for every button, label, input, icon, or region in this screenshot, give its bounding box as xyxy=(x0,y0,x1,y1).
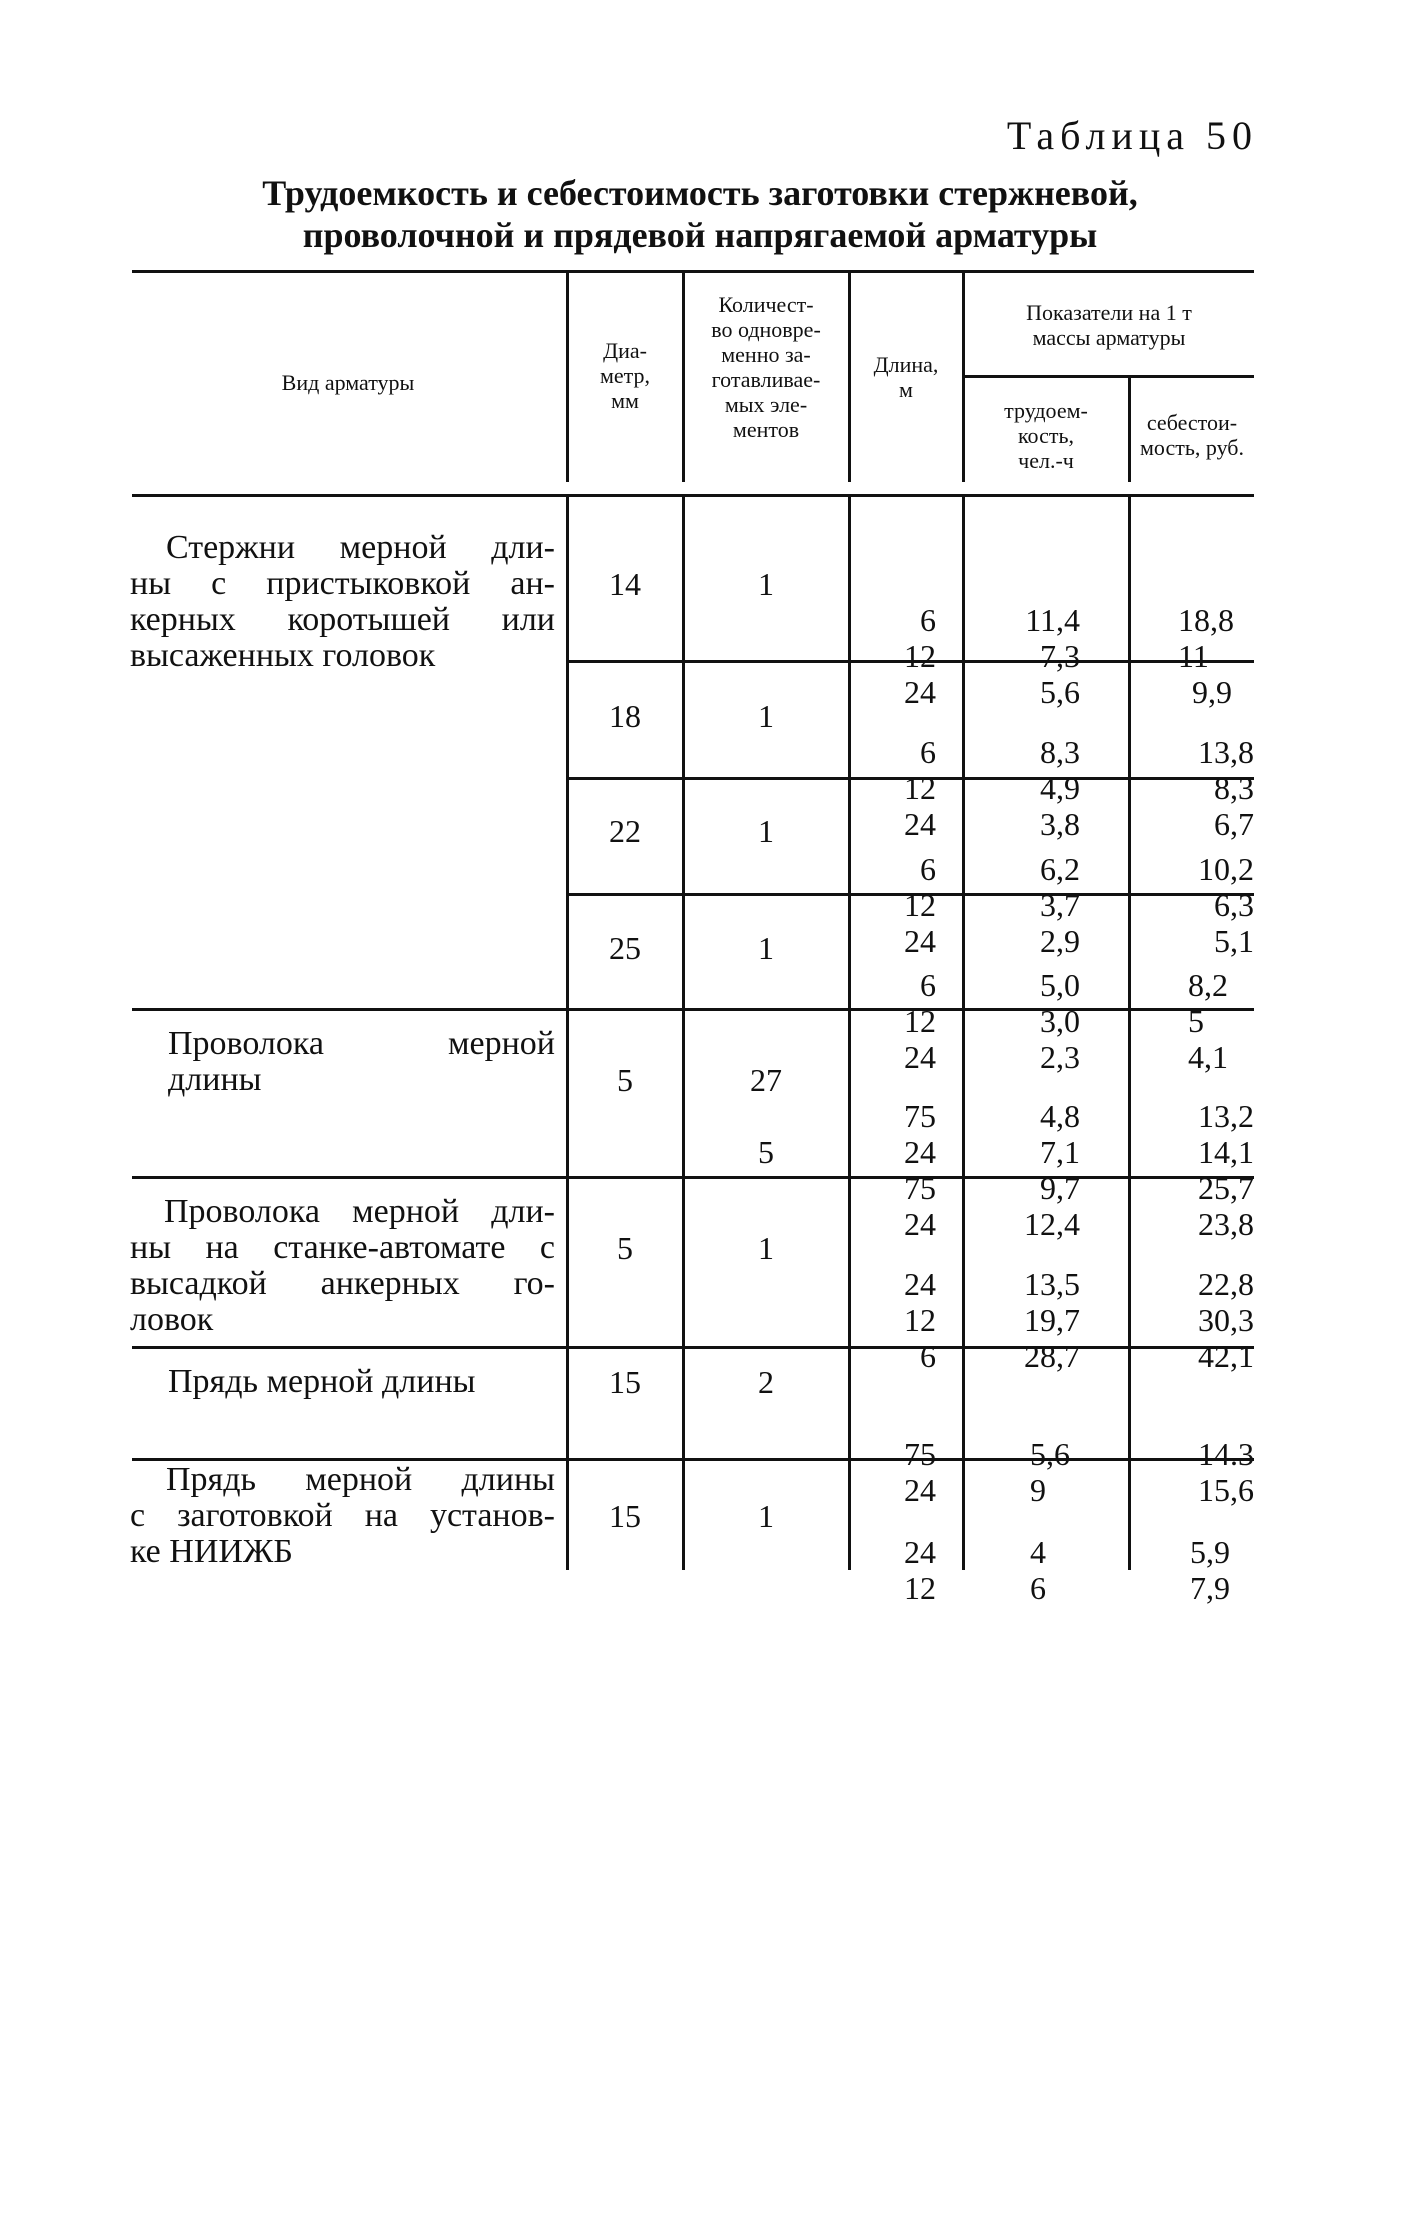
header-cost: себестои- мость, руб. xyxy=(1140,410,1244,460)
row1-g2-lengths: 6 12 24 xyxy=(904,734,936,842)
row1-g2-labor: 8,3 4,9 3,8 xyxy=(1040,734,1080,842)
header-bottom-rule xyxy=(132,494,1254,497)
row5-lengths: 24 12 xyxy=(904,1534,936,1606)
title-line-2: проволочной и прядевой напрягаемой арматуры xyxy=(302,215,1098,255)
row2-labor: 4,8 7,1 9,7 12,4 xyxy=(1024,1098,1080,1242)
indicators-subrule xyxy=(964,375,1254,378)
col-rule-2-body xyxy=(682,496,685,1570)
row3-cost: 22,8 30,3 42,1 xyxy=(1198,1266,1254,1374)
row1-g4-labor: 5,0 3,0 2,3 xyxy=(1040,967,1080,1075)
row4-description: Прядь мерной длины xyxy=(168,1363,476,1400)
row1-g4-quantity: 1 xyxy=(758,930,774,966)
table-number: Таблица 50 xyxy=(1006,113,1258,158)
row3-quantity: 1 xyxy=(758,1230,774,1266)
header-length: Длина, м xyxy=(873,352,939,402)
row1-description: Стержни мерной дли- ны с пристыковкой ан- керных коротышей или высаженных головок xyxy=(130,529,555,674)
header-labor: трудоем- кость, чел.-ч xyxy=(1004,398,1088,473)
row1-g2-diameter: 18 xyxy=(609,698,641,734)
row5-cost: 5,9 7,9 xyxy=(1190,1534,1230,1606)
header-kind: Вид арматуры xyxy=(281,370,415,395)
row5-quantity: 1 xyxy=(758,1498,774,1534)
row4-lengths: 75 24 xyxy=(904,1436,936,1508)
row4-quantity: 2 xyxy=(758,1364,774,1400)
row1-g2-cost: 13,8 8,3 6,7 xyxy=(1198,734,1254,842)
header-diameter: Диа- метр, мм xyxy=(599,338,651,413)
row1-g1-lengths: 6 12 24 xyxy=(904,602,936,710)
row2-quantity-2: 5 xyxy=(758,1134,774,1170)
row1-g1-cost: 18,8 11 9,9 xyxy=(1178,602,1234,710)
row5-description: Прядь мерной длины с заготовкой на установ- ке НИИЖБ xyxy=(130,1461,555,1570)
row1-g3-quantity: 1 xyxy=(758,813,774,849)
row1-g4-cost: 8,2 5 4,1 xyxy=(1188,967,1228,1075)
col-rule-5-body xyxy=(1128,496,1131,1570)
row5-labor: 4 6 xyxy=(1030,1534,1046,1606)
row4-labor: 5,6 9 xyxy=(1030,1436,1070,1508)
row5-diameter: 15 xyxy=(609,1498,641,1534)
table-top-rule xyxy=(132,270,1254,273)
row2-lengths: 75 24 75 24 xyxy=(904,1098,936,1242)
row3-lengths: 24 12 6 xyxy=(904,1266,936,1374)
row1-g1-diameter: 14 xyxy=(609,566,641,602)
row2-quantity-1: 27 xyxy=(750,1062,782,1098)
row2-diameter: 5 xyxy=(617,1062,633,1098)
row1-g1-labor: 11,4 7,3 5,6 xyxy=(1025,602,1080,710)
row1-g4-diameter: 25 xyxy=(609,930,641,966)
row1-g3-lengths: 6 12 24 xyxy=(904,851,936,959)
row3-description: Проволока мерной дли- ны на станке-автомате с высадкой анкерных го- ловок xyxy=(130,1193,555,1338)
title-line-1: Трудоемкость и себестоимость заготовки стержневой, xyxy=(262,173,1138,213)
row3-diameter: 5 xyxy=(617,1230,633,1266)
row3-labor: 13,5 19,7 28,7 xyxy=(1024,1266,1080,1374)
col-rule-1-body xyxy=(566,496,569,1570)
row1-g3-labor: 6,2 3,7 2,9 xyxy=(1040,851,1080,959)
header-quantity: Количест- во одновре- менно за- готавливае- мых эле- ментов xyxy=(711,292,821,442)
row2-description: Проволока мерной длины xyxy=(168,1025,555,1098)
header-indicators: Показатели на 1 т массы арматуры xyxy=(1026,300,1192,350)
row-rule-3 xyxy=(132,1346,1254,1349)
row2-cost: 13,2 14,1 25,7 23,8 xyxy=(1198,1098,1254,1242)
row1-g3-cost: 10,2 6,3 5,1 xyxy=(1198,851,1254,959)
row1-g4-lengths: 6 12 24 xyxy=(904,967,936,1075)
row-rule-1 xyxy=(132,1008,1254,1011)
row-rule-2 xyxy=(132,1176,1254,1179)
row1-g3-diameter: 22 xyxy=(609,813,641,849)
row1-g2-quantity: 1 xyxy=(758,698,774,734)
row1-g1-quantity: 1 xyxy=(758,566,774,602)
row4-diameter: 15 xyxy=(609,1364,641,1400)
row4-cost: 14.3 15,6 xyxy=(1198,1436,1254,1508)
table-title xyxy=(130,172,1270,256)
